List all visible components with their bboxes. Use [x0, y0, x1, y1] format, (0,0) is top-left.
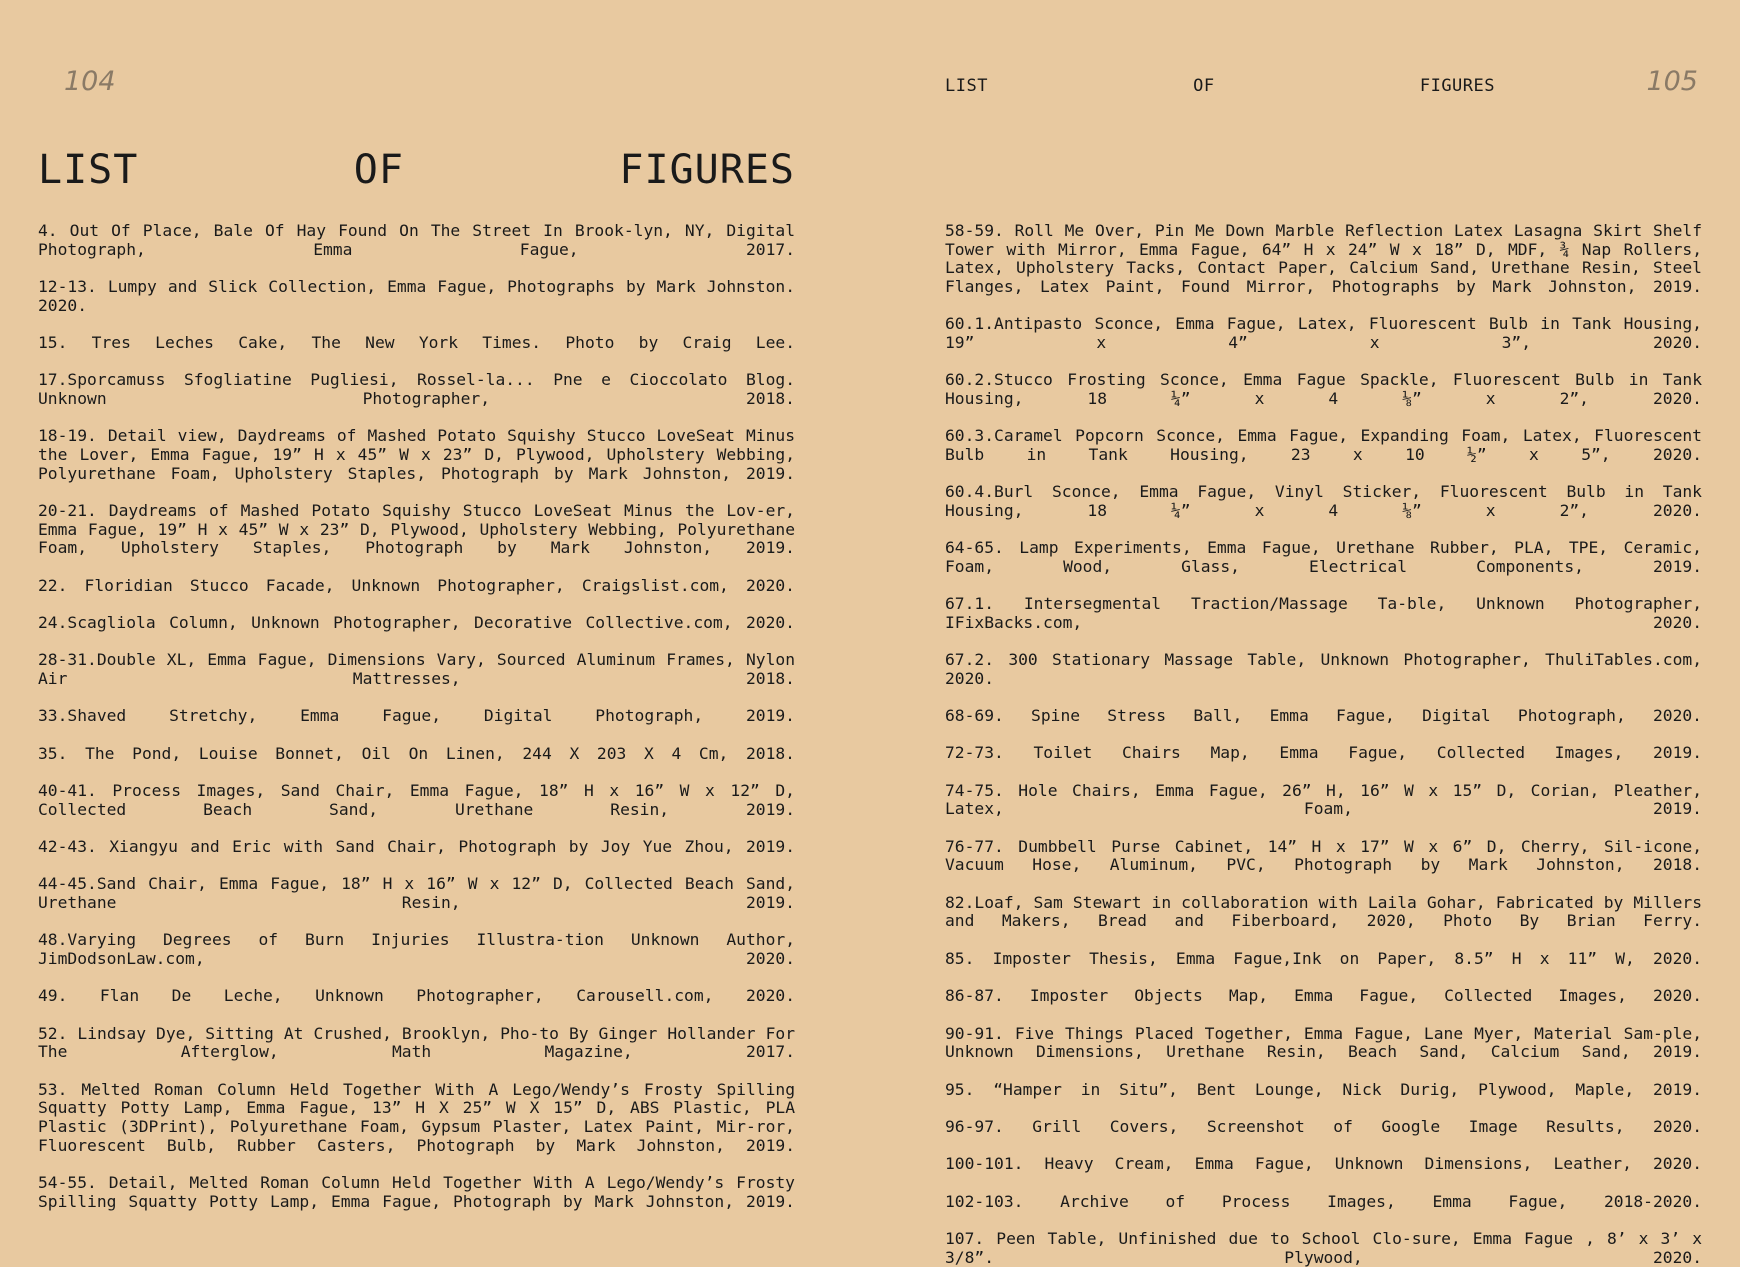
figure-entry: 68-69. Spine Stress Ball, Emma Fague, Digital Photograph, 2020. — [945, 706, 1702, 726]
figure-entry: 95. “Hamper in Situ”, Bent Lounge, Nick Durig, Plywood, Maple, 2019. — [945, 1079, 1702, 1099]
figure-entry: 48.Varying Degrees of Burn Injuries Illustra-tion Unknown Author, JimDodsonLaw.com, 2020. — [38, 930, 795, 968]
figure-entry: 35. The Pond, Louise Bonnet, Oil On Linen, 244 X 203 X 4 Cm, 2018. — [38, 743, 795, 763]
figure-entry: 86-87. Imposter Objects Map, Emma Fague, Collected Images, 2020. — [945, 986, 1702, 1006]
left-page — [0, 0, 870, 1245]
figure-entry: 18-19. Detail view, Daydreams of Mashed Potato Squishy Stucco LoveSeat Minus the Lover, Emma Fague, 19” H x 45” W x 23” D, Plywood, Upholstery Webbing, Polyurethane Foam, Upholstery Staples, Photograph by Mark Johnston, 2019. — [38, 426, 795, 483]
running-head-word: FIGURES — [1419, 76, 1495, 96]
page-number: 104 — [64, 66, 116, 97]
figure-entry: 24.Scagliola Column, Unknown Photographer, Decorative Collective.com, 2020. — [38, 612, 795, 632]
figure-entry: 100-101. Heavy Cream, Emma Fague, Unknown Dimensions, Leather, 2020. — [945, 1154, 1702, 1174]
figure-entry: 22. Floridian Stucco Facade, Unknown Photographer, Craigslist.com, 2020. — [38, 575, 795, 595]
figure-entry: 54-55. Detail, Melted Roman Column Held Together With A Lego/Wendy’s Frosty Spilling Squatty Potty Lamp, Emma Fague, Photograph by Mark Johnston, 2019. — [38, 1172, 795, 1211]
figure-entry: 82.Loaf, Sam Stewart in collaboration with Laila Gohar, Fabricated by Millers and Makers, Bread and Fiberboard, 2020, Photo By Brian Ferry. — [945, 892, 1702, 931]
figure-entry: 76-77. Dumbbell Purse Cabinet, 14” H x 17” W x 6” D, Cherry, Sil-icone, Vacuum Hose, Aluminum, PVC, Photograph by Mark Johnston, 2018. — [945, 836, 1702, 875]
figure-entry: 49. Flan De Leche, Unknown Photographer, Carousell.com, 2020. — [38, 986, 795, 1006]
figure-list — [945, 222, 1702, 1267]
figure-entry: 96-97. Grill Covers, Screenshot of Google Image Results, 2020. — [945, 1116, 1702, 1136]
running-head-word: OF — [1193, 76, 1215, 96]
figure-list — [38, 222, 795, 1211]
figure-entry: 40-41. Process Images, Sand Chair, Emma Fague, 18” H x 16” W x 12” D, Collected Beach Sand, Urethane Resin, 2019. — [38, 781, 795, 819]
figure-entry: 102-103. Archive of Process Images, Emma Fague, 2018-2020. — [945, 1191, 1702, 1211]
title-word: OF — [353, 147, 404, 193]
figure-entry: 60.3.Caramel Popcorn Sconce, Emma Fague, Expanding Foam, Latex, Fluorescent Bulb in Tank Housing, 23 x 10 ½” x 5”, 2020. — [945, 426, 1702, 464]
page-title — [38, 147, 795, 193]
figure-entry: 44-45.Sand Chair, Emma Fague, 18” H x 16” W x 12” D, Collected Beach Sand, Urethane Resin, 2019. — [38, 874, 795, 913]
figure-entry: 67.2. 300 Stationary Massage Table, Unknown Photographer, ThuliTables.com, 2020. — [945, 650, 1702, 688]
figure-entry: 17.Sporcamuss Sfogliatine Pugliesi, Rossel-la... Pne e Cioccolato Blog. Unknown Photographer, 2018. — [38, 370, 795, 408]
figure-entry: 52. Lindsay Dye, Sitting At Crushed, Brooklyn, Pho-to By Ginger Hollander For The Afterglow, Math Magazine, 2017. — [38, 1023, 795, 1062]
figure-entry: 67.1. Intersegmental Traction/Massage Ta-ble, Unknown Photographer, IFixBacks.com, 2020. — [945, 594, 1702, 632]
running-head — [945, 76, 1495, 96]
figure-entry: 85. Imposter Thesis, Emma Fague,Ink on Paper, 8.5” H x 11” W, 2020. — [945, 948, 1702, 968]
figure-entry: 15. Tres Leches Cake, The New York Times. Photo by Craig Lee. — [38, 332, 795, 352]
figure-entry: 60.1.Antipasto Sconce, Emma Fague, Latex, Fluorescent Bulb in Tank Housing, 19” x 4” x 3”, 2020. — [945, 314, 1702, 352]
figure-entry: 53. Melted Roman Column Held Together With A Lego/Wendy’s Frosty Spilling Squatty Potty Lamp, Emma Fague, 13” H X 25” W X 15” D, ABS Plastic, PLA Plastic (3DPrint), Polyurethane Foam, Gypsum Plaster, Latex Paint, Mir-ror, Fluorescent Bulb, Rubber Casters, Photograph by Mark Johnston, 2019. — [38, 1079, 795, 1155]
page-number: 105 — [1646, 66, 1698, 97]
figure-entry: 74-75. Hole Chairs, Emma Fague, 26” H, 16” W x 15” D, Corian, Pleather, Latex, Foam, 2019. — [945, 780, 1702, 819]
figure-entry: 72-73. Toilet Chairs Map, Emma Fague, Collected Images, 2019. — [945, 743, 1702, 763]
figure-entry: 107. Peen Table, Unfinished due to School Clo-sure, Emma Fague , 8’ x 3’ x 3/8”. Plywood, 2020. — [945, 1229, 1702, 1267]
figure-entry: 28-31.Double XL, Emma Fague, Dimensions Vary, Sourced Aluminum Frames, Nylon Air Mattresses, 2018. — [38, 650, 795, 688]
figure-entry: 58-59. Roll Me Over, Pin Me Down Marble Reflection Latex Lasagna Skirt Shelf Tower with Mirror, Emma Fague, 64” H x 24” W x 18” D, MDF, ¾ Nap Rollers, Latex, Upholstery Tacks, Contact Paper, Calcium Sand, Urethane Resin, Steel Flanges, Latex Paint, Found Mirror, Photographs by Mark Johnston, 2019. — [945, 221, 1702, 296]
title-word: LIST — [38, 147, 139, 193]
figure-entry: 4. Out Of Place, Bale Of Hay Found On The Street In Brook-lyn, NY, Digital Photograph, Emma Fague, 2017. — [38, 221, 795, 259]
right-page — [870, 0, 1740, 1267]
figure-entry: 60.2.Stucco Frosting Sconce, Emma Fague Spackle, Fluorescent Bulb in Tank Housing, 18 ¼” x 4 ⅛” x 2”, 2020. — [945, 370, 1702, 408]
title-word: FIGURES — [619, 147, 795, 193]
figure-entry: 12-13. Lumpy and Slick Collection, Emma Fague, Photographs by Mark Johnston. 2020. — [38, 276, 795, 315]
figure-entry: 42-43. Xiangyu and Eric with Sand Chair, Photograph by Joy Yue Zhou, 2019. — [38, 837, 795, 857]
figure-entry: 64-65. Lamp Experiments, Emma Fague, Urethane Rubber, PLA, TPE, Ceramic, Foam, Wood, Glass, Electrical Components, 2019. — [945, 538, 1702, 576]
figure-entry: 20-21. Daydreams of Mashed Potato Squishy Stucco LoveSeat Minus the Lov-er, Emma Fague, 19” H x 45” W x 23” D, Plywood, Upholstery Webbing, Polyurethane Foam, Upholstery Staples, Photograph by Mark Johnston, 2019. — [38, 500, 795, 558]
running-head-word: LIST — [945, 76, 988, 96]
figure-entry: 33.Shaved Stretchy, Emma Fague, Digital Photograph, 2019. — [38, 706, 795, 726]
figure-entry: 60.4.Burl Sconce, Emma Fague, Vinyl Sticker, Fluorescent Bulb in Tank Housing, 18 ¼” x 4 ⅛” x 2”, 2020. — [945, 482, 1702, 520]
figure-entry: 90-91. Five Things Placed Together, Emma Fague, Lane Myer, Material Sam-ple, Unknown Dimensions, Urethane Resin, Beach Sand, Calcium Sand, 2019. — [945, 1023, 1702, 1062]
